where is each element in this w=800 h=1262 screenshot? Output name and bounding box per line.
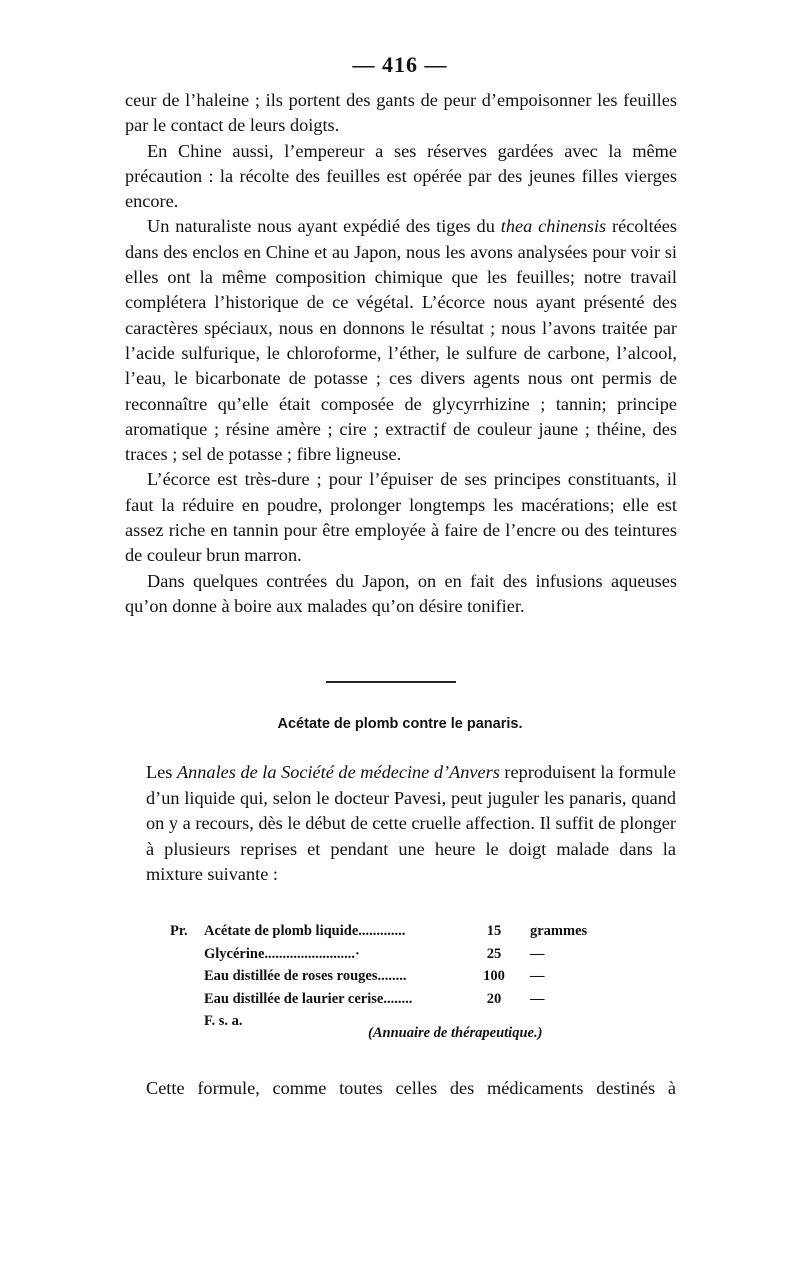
formula-block [170, 920, 610, 1033]
formula-quantity: 20 [486, 990, 502, 1007]
formula-unit: — [530, 990, 545, 1007]
species-name: thea chinensis [500, 216, 607, 237]
paragraph-continuation: ceur de l’haleine ; ils portent des gants de peur d’empoisonner les feuilles par le contact de leurs doigts. [125, 90, 677, 136]
section-intro [146, 760, 676, 888]
formula-ingredient: Eau distillée de roses rouges........ [204, 968, 407, 984]
closing-line: Cette formule, comme toutes celles des médicaments destinés à [146, 1078, 676, 1098]
journal-name: Annales de la Société de médecine d’Anvers [176, 762, 500, 782]
intro-rest: reproduisent la formule d’un liquide qui, selon le docteur Pavesi, peut juguler les panaris, quand on y a recours, dès le début de cette cruelle affection. Il suffit de plonger à plusieurs reprises et pendant une heure le doigt malade dans la mixture suivante : [146, 762, 677, 885]
page-number: — 416 — [352, 52, 448, 77]
paragraph-japon: Dans quelques contrées du Japon, on en fait des infusions aqueuses qu’on donne à boire aux malades qu’on désire tonifier. [125, 570, 677, 616]
formula-unit: — [530, 945, 545, 962]
paragraph-naturaliste [125, 214, 677, 467]
formula-row [170, 920, 610, 943]
paragraph-chine: En Chine aussi, l’empereur a ses réserves gardées avec la même précaution : la récolte des feuilles est opérée par des jeunes filles vierges encore. [125, 140, 677, 212]
formula-ingredient: Eau distillée de laurier cerise........ [204, 990, 413, 1007]
formula-unit: grammes [530, 923, 588, 939]
formula-ingredient: F. s. a. [204, 1013, 243, 1029]
intro-start: Les [146, 762, 177, 782]
section-intro-paragraph [146, 760, 676, 888]
formula-row [170, 965, 610, 988]
main-text [125, 88, 677, 619]
formula-quantity: 25 [486, 945, 502, 962]
formula-prefix: Pr. [170, 923, 188, 939]
section-title: Acétate de plomb contre le panaris. [277, 716, 523, 732]
formula-unit: — [530, 968, 545, 984]
formula-quantity: 15 [486, 923, 502, 939]
formula-source: (Annuaire de thérapeutique.) [368, 1025, 543, 1041]
formula-row [170, 988, 610, 1011]
paragraph-naturaliste-rest: récoltées dans des enclos en Chine et au Japon, nous les avons analysées pour voir si elles ont la même composition chimique que les feuilles; notre travail complétera l’historique de ce végétal. L’écorce nous ayant présenté des caractères spéciaux, nous en donnons le résultat ; nous l’avons traitée par l’acide sulfurique, le chloroforme, l’éther, le sulfure de carbone, l’alcool, l’eau, le bicarbonate de potasse ; ces divers agents nous ont permis de reconnaître qu’elle était composée de glycyrrhizine ; tannin; principe aromatique ; résine amère ; cire ; extractif de couleur jaune ; théine, des traces ; sel de potasse ; fibre ligneuse. [125, 216, 677, 465]
formula-row [170, 943, 610, 966]
formula-ingredient: Glycérine.........................· [204, 945, 360, 962]
paragraph-ecorce: L’écorce est très-dure ; pour l’épuiser de ses principes constituants, il faut la réduire en poudre, prolonger longtemps les macérations; elle est assez riche en tannin pour être employée à faire de l’encre ou des teintures de couleur brun marron. [125, 469, 677, 566]
section-separator [326, 681, 456, 683]
formula-ingredient: Acétate de plomb liquide............. [204, 923, 406, 939]
paragraph-naturaliste-start: Un naturaliste nous ayant expédié des tiges du [147, 216, 501, 237]
formula-quantity: 100 [483, 968, 505, 984]
